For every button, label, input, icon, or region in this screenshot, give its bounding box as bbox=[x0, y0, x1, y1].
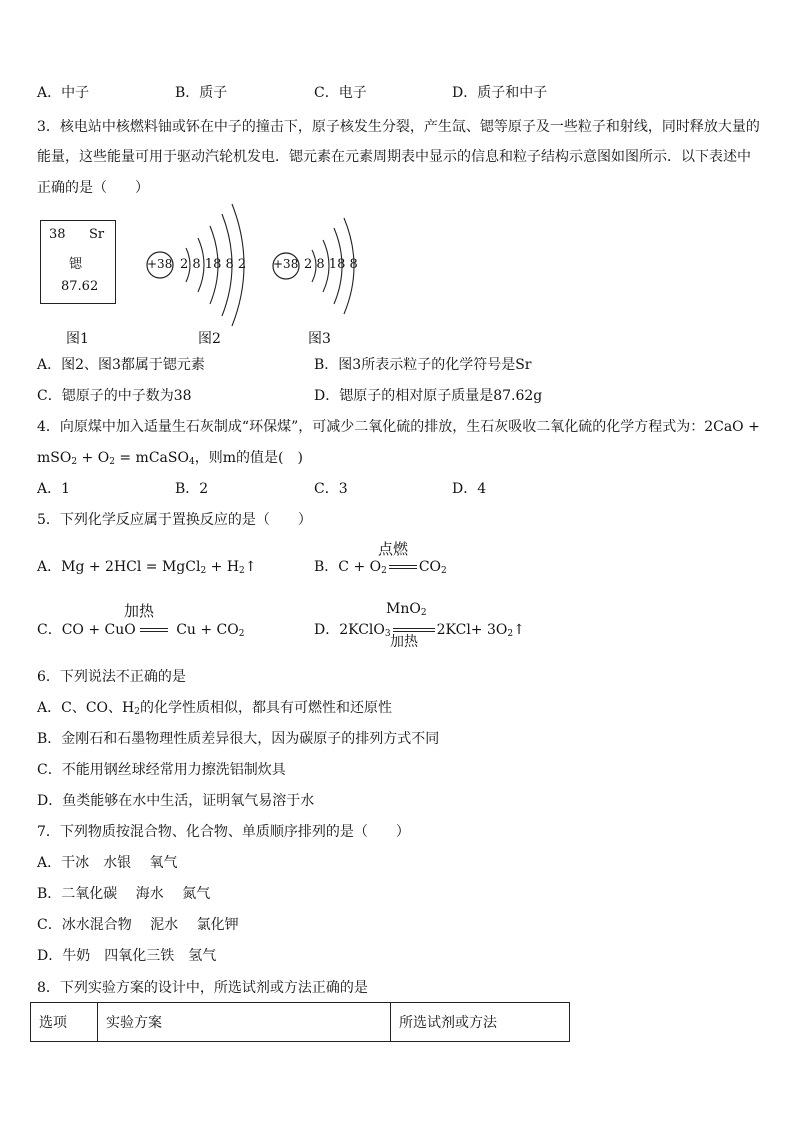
fig-label-3: 图3 bbox=[308, 331, 331, 347]
q7-option-d: D．牛奶 四氧化三铁 氢气 bbox=[37, 948, 217, 964]
q8-stem: 8．下列实验方案的设计中，所选试剂或方法正确的是 bbox=[37, 980, 368, 996]
q5-option-a: A．Mg + 2HCl = MgCl$_2$ + $H_2↑$ bbox=[37, 559, 257, 576]
q5-d-condition: 加热 bbox=[390, 634, 418, 650]
q2-option-b: B．质子 bbox=[175, 85, 228, 101]
atomic-mass: 87.62 bbox=[61, 279, 99, 294]
atom2-nucleus: +38 bbox=[147, 257, 173, 271]
element-symbol: Sr bbox=[89, 227, 105, 242]
atom3-nucleus: +38 bbox=[273, 257, 299, 271]
q3-option-b: B．图3所表示粒子的化学符号是Sr bbox=[314, 357, 532, 373]
q3-option-a: A．图2、图3都属于锶元素 bbox=[37, 357, 205, 373]
q2-option-c: C．电子 bbox=[314, 85, 367, 101]
q4-option-d: D．4 bbox=[452, 481, 487, 497]
q3-option-d: D．锶原子的相对原子质量是87.62g bbox=[314, 388, 543, 404]
q5-option-c: C．CO + CuO $Cu + CO_2$ bbox=[37, 622, 245, 639]
q6-option-c: C．不能用钢丝球经常用力擦洗铝制炊具 bbox=[37, 762, 286, 778]
table-header-method: 所选试剂或方法 bbox=[391, 1003, 570, 1042]
q5-option-d: D．2KClO$_3$ $2KCl+ 3O_2↑$ bbox=[314, 622, 525, 639]
q2-option-a: A．中子 bbox=[37, 85, 90, 101]
q5-c-condition: 加热 bbox=[124, 602, 155, 620]
fig-label-1: 图1 bbox=[66, 331, 89, 347]
q7-option-a: A．干冰 水银 氧气 bbox=[37, 855, 178, 871]
q7-stem: 7．下列物质按混合物、化合物、单质顺序排列的是（ ） bbox=[37, 824, 410, 840]
q6-option-d: D．鱼类能够在水中生活，证明氧气易溶于水 bbox=[37, 793, 315, 809]
q3-stem-line-3: 正确的是（ ） bbox=[37, 180, 149, 196]
q3-stem-line-1: 3．核电站中核燃料铀或钚在中子的撞击下，原子核发生分裂，产生氙、锶等原子及一些粒子和射线，同时释放大量的 bbox=[37, 119, 760, 135]
q8-table bbox=[30, 1002, 570, 1042]
q5-d-catalyst: MnO$_2$ bbox=[386, 601, 427, 618]
q4-option-b: B．2 bbox=[175, 481, 209, 497]
q4-stem-line-2: $mSO_2 + O_2$ = mCaSO$_4$，则m的值是( ) bbox=[37, 450, 303, 467]
q3-option-c: C．锶原子的中子数为38 bbox=[37, 388, 192, 404]
atom3-shells: 2 8 18 8 bbox=[304, 257, 358, 272]
q4-option-c: C．3 bbox=[314, 481, 348, 497]
element-name: 锶 bbox=[69, 257, 83, 272]
q7-option-b: B．二氧化碳 海水 氮气 bbox=[37, 886, 211, 902]
table-header-row bbox=[31, 1003, 570, 1042]
q6-stem: 6．下列说法不正确的是 bbox=[37, 669, 186, 685]
fig-label-2: 图2 bbox=[198, 331, 221, 347]
q4-stem-line-1: 4．向原煤中加入适量生石灰制成“环保煤”，可减少二氧化硫的排放，生石灰吸收二氧化硫的化学方程式为：2CaO + bbox=[37, 419, 760, 435]
q4-option-a: A．1 bbox=[37, 481, 71, 497]
element-card bbox=[40, 220, 116, 304]
q7-option-c: C．冰水混合物 泥水 氯化钾 bbox=[37, 917, 239, 933]
q5-option-b: B．$C + O_2$ $CO_2$ bbox=[314, 559, 447, 576]
atom2-shells: 2 8 18 8 2 bbox=[180, 257, 247, 272]
q2-option-d: D．质子和中子 bbox=[452, 85, 548, 101]
q6-option-b: B．金刚石和石墨物理性质差异很大，因为碳原子的排列方式不同 bbox=[37, 731, 440, 747]
q6-option-a: A．C、CO、$H_2$的化学性质相似，都具有可燃性和还原性 bbox=[37, 700, 392, 717]
q3-stem-line-2: 能量，这些能量可用于驱动汽轮机发电．锶元素在元素周期表中显示的信息和粒子结构示意图如图所示．以下表述中 bbox=[37, 149, 751, 165]
q5-b-condition: 点燃 bbox=[378, 540, 409, 558]
table-header-plan: 实验方案 bbox=[98, 1003, 391, 1042]
atomic-number: 38 bbox=[49, 227, 66, 242]
q5-stem: 5．下列化学反应属于置换反应的是（ ） bbox=[37, 512, 312, 528]
table-header-option: 选项 bbox=[31, 1003, 98, 1042]
